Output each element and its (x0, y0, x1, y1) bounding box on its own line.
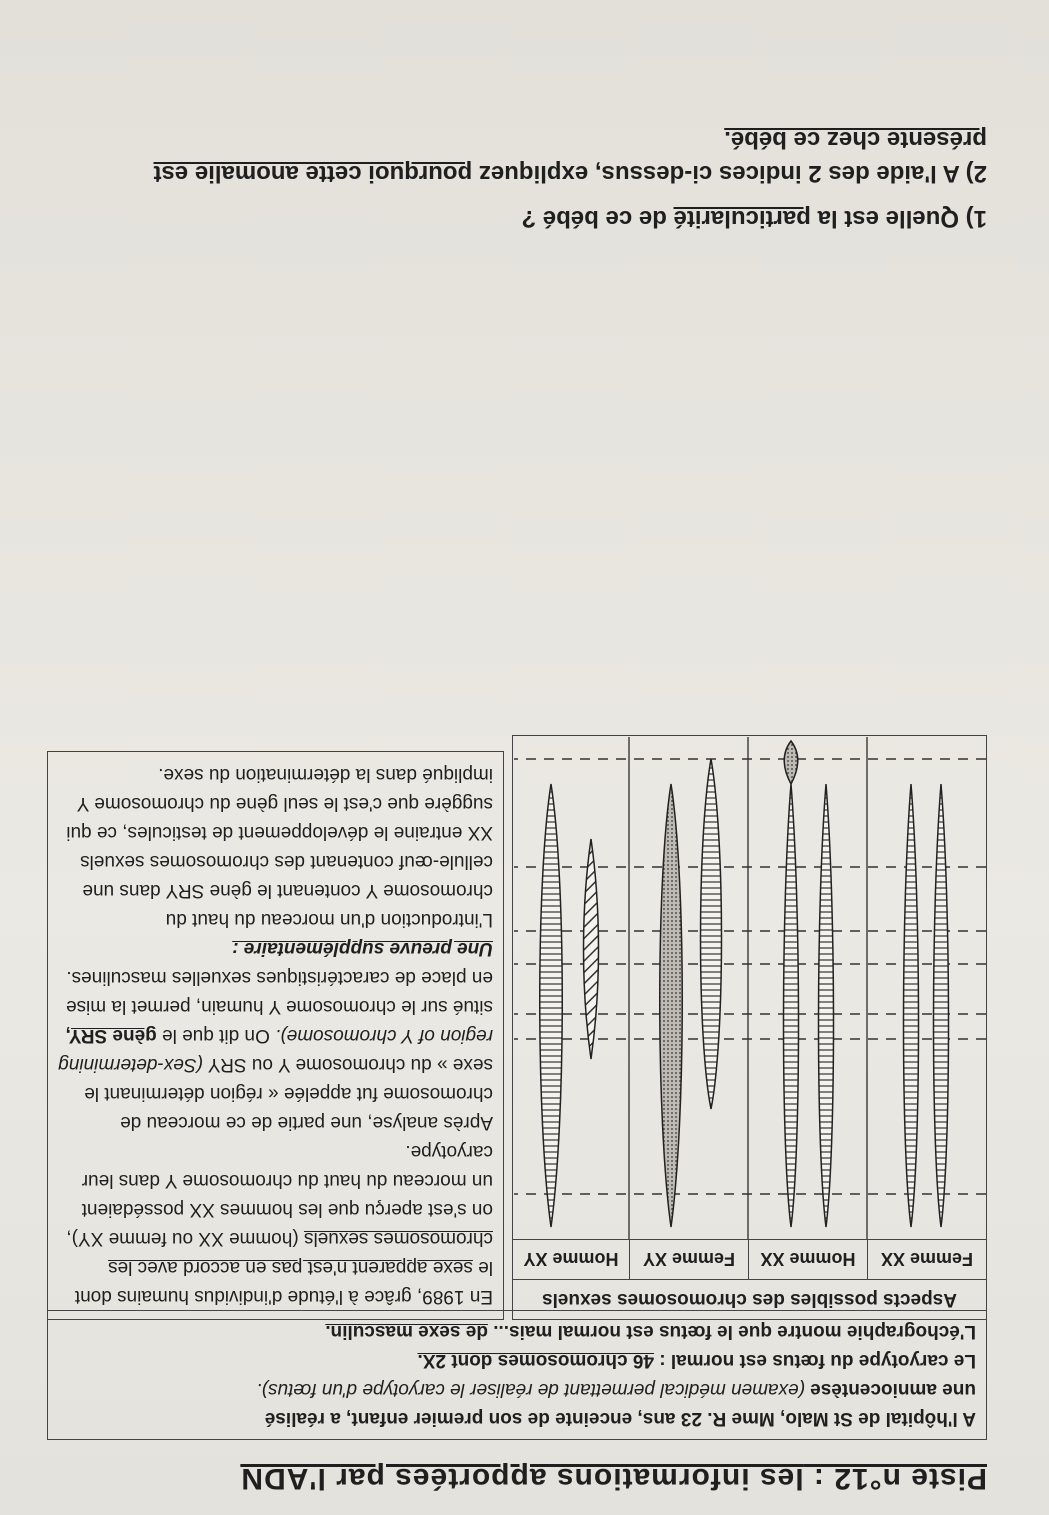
intro-line-3 (58, 1346, 976, 1375)
para2-mid: On dit que le (156, 1025, 276, 1046)
para1-start: En 1989, grâce à l'étude d'individus humains dont le (74, 1257, 493, 1307)
paragraph-1 (58, 1137, 493, 1311)
para2-start: Après analyse, une partie de ce morceau de chromosome fut appelée « région déterminant le sexe » du chromosome Y ou SRY (84, 1054, 493, 1133)
intro-echo: L'échographie montre que le fœtus est normal mais... (487, 1321, 976, 1342)
chart-title: Aspects possibles des chromosomes sexuels (513, 1279, 986, 1319)
col-header-homme-xy: Homme XY (513, 1239, 629, 1279)
homme-xx-chromosomes (784, 741, 834, 1227)
intro-line-1: A l'hôpital de St Malo, Mme R. 23 ans, enceinte de son premier enfant, a réalisé (264, 1408, 976, 1429)
intro-line-2 (58, 1375, 976, 1404)
femme-xx-chromosomes (904, 784, 949, 1227)
intro-echo-result: de sexe masculin. (325, 1321, 488, 1342)
homme-xy-chromosomes (540, 784, 599, 1227)
paragraph-2 (58, 963, 493, 1137)
intro-line-4 (58, 1317, 976, 1346)
col-header-homme-xx: Homme XX (748, 1239, 867, 1279)
femme-xy-chromosomes (660, 759, 722, 1227)
title-text: les informations apportées par l'ADN (240, 1462, 804, 1495)
col-header-femme-xy: Femme XY (629, 1239, 748, 1279)
para1-end: (homme XX ou femme XY), on s'est aperçu que les hommes XX possédaient un morceau du haut du chromosome Y dans leur caryotype. (66, 1141, 493, 1249)
page-title (47, 1461, 987, 1495)
para3-heading: Une preuve supplémentaire : (232, 938, 493, 959)
para2-italic: (Sex-determining region of Y chromosome). (58, 1025, 493, 1075)
title-prefix: Piste n°12 : (803, 1462, 987, 1495)
chromosome-drawing (514, 737, 986, 1239)
chromosome-table (512, 735, 987, 1320)
para2-end: situé sur le chromosome Y humain, permet la mise en place de caractéristiques sexuelles masculines. (66, 967, 493, 1017)
question-2 (47, 122, 987, 190)
text-box (47, 751, 504, 1320)
q1-start: 1) Quelle est la (810, 205, 987, 232)
col-header-femme-xx: Femme XX (867, 1239, 986, 1279)
q1-end: de ce bébé ? (521, 205, 674, 232)
intro-amnio-def: (examen médical permettant de réaliser le caryotype d'un fœtus). (256, 1379, 805, 1400)
para2-gene: gène SRY, (65, 1025, 157, 1046)
q1-particularite: particularité (673, 205, 811, 232)
q2-start: 2) A l'aide des 2 indices ci-dessus, expliquez (472, 160, 987, 187)
intro-box (47, 1310, 987, 1440)
intro-karyo: Le caryotype du fœtus est normal : (654, 1350, 976, 1371)
intro-amnio: une amniocentèse (804, 1379, 976, 1400)
question-1 (47, 201, 987, 235)
para1-underlined: sexe apparent n'est pas en accord avec les chromosomes sexuels (108, 1228, 493, 1278)
paragraph-3: L'introduction d'un morceau du haut du chromosome Y contenant le gène SRY dans une cellule-œuf contenant des chromosomes sexuels XX entraine le développement de testicules, ce qui suggère que c'est le seul gène du chromosome Y impliqué dans la détermination du sexe. (66, 764, 493, 930)
q2-pourquoi: pourquoi cette anomalie est présente chez ce bébé. (153, 126, 987, 187)
intro-karyo-result: 46 chromosomes dont 2X. (417, 1350, 654, 1371)
paragraph-3-heading (58, 934, 493, 963)
